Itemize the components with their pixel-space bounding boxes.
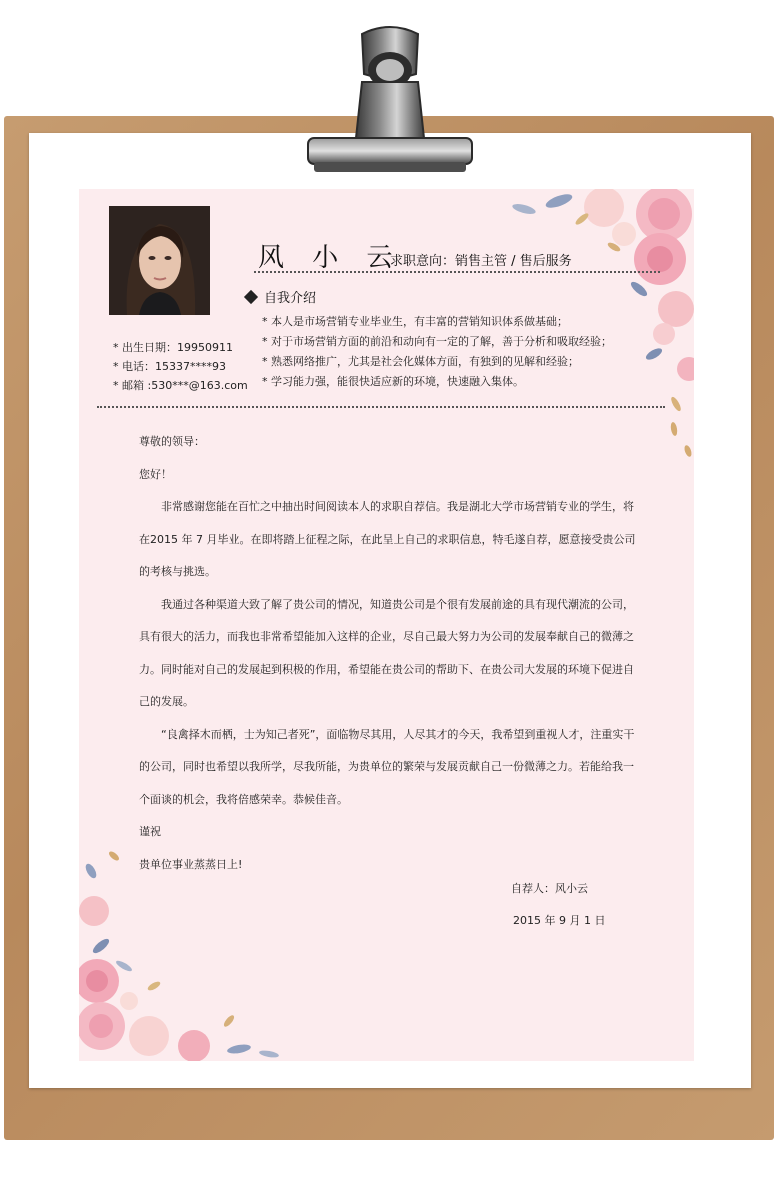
email-address: * 邮箱 :530***@163.com	[113, 376, 248, 395]
self-intro-list	[262, 312, 642, 392]
salutation: 尊敬的领导：	[139, 435, 205, 448]
list-item: * 学习能力强，能很快适应新的环境，快速融入集体。	[262, 372, 642, 392]
closing: 谨祝	[139, 825, 161, 838]
phone-number: * 电话：15337****93	[113, 357, 248, 376]
list-item: * 本人是市场营销专业毕业生，有丰富的营销知识体系做基础；	[262, 312, 642, 332]
job-intent: 求职意向：销售主管 / 售后服务	[390, 254, 572, 269]
portrait-image	[109, 206, 210, 315]
section-divider	[97, 406, 665, 408]
diamond-bullet-icon	[244, 289, 258, 303]
binder-clip-icon	[300, 22, 480, 178]
letter-paragraph: 非常感谢您能在百忙之中抽出时间阅读本人的求职自荐信。我是湖北大学市场营销专业的学生，将在2015 年 7 月毕业。在即将踏上征程之际，在此呈上自己的求职信息，特毛遂自荐，愿意接受贵公司的考核与挑选。	[139, 500, 636, 578]
closing-wish: 贵单位事业蒸蒸日上!	[139, 857, 243, 871]
signer: 自荐人：风小云	[511, 882, 588, 895]
avatar	[109, 206, 210, 315]
section-title-text: 自我介绍	[264, 291, 317, 306]
list-item: * 对于市场营销方面的前沿和动向有一定的了解，善于分析和吸取经验；	[262, 332, 642, 352]
header-divider	[254, 271, 660, 273]
floral-decoration-bottom-left	[79, 851, 309, 1061]
birth-date: * 出生日期：19950911	[113, 338, 248, 357]
section-title-self-intro	[246, 287, 316, 306]
contact-info	[113, 338, 248, 395]
greeting: 您好！	[139, 467, 172, 481]
applicant-name: 风 小 云	[258, 243, 403, 273]
letter-date: 2015 年 9 月 1 日	[513, 914, 606, 927]
cover-letter-body	[139, 426, 643, 881]
list-item: * 熟悉网络推广，尤其是社会化媒体方面，有独到的见解和经验；	[262, 352, 642, 372]
letter-paragraph: “良禽择木而栖，士为知己者死”，面临物尽其用，人尽其才的今天，我希望到重视人才，注重实干的公司，同时也希望以我所学，尽我所能，为贵单位的繁荣与发展贡献自己一份微薄之力。若能给我一个面谈的机会，我将倍感荣幸。恭候佳音。	[139, 727, 635, 806]
letter-paragraph: 我通过各种渠道大致了解了贵公司的情况，知道贵公司是个很有发展前途的具有现代潮流的公司，具有很大的活力，而我也非常希望能加入这样的企业，尽自己最大努力为公司的发展奉献自己的微薄之力。同时能对自己的发展起到积极的作用，希望能在贵公司的帮助下、在贵公司大发展的环境下促进自己的发展。	[139, 597, 634, 708]
